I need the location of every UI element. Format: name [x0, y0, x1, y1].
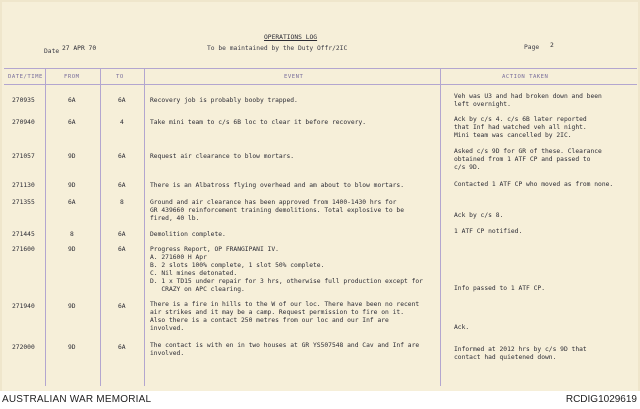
row-event-line: involved. — [150, 325, 185, 332]
header-bottom-rule — [4, 84, 637, 85]
row-from: 6A — [68, 119, 76, 126]
row-action-line: left overnight. — [454, 101, 511, 108]
row-event-line: C. Nil mines detonated. — [150, 270, 238, 277]
row-event-line: Progress Report, OP FRANGIPANI IV. — [150, 246, 279, 253]
row-action-line: Veh was U3 and had broken down and been — [454, 93, 602, 100]
row-from: 9D — [68, 246, 76, 253]
row-action-line: Ack. — [454, 324, 470, 331]
row-event-line: Also there is a contact 250 metres from our loc and our Inf are — [150, 317, 389, 324]
footer-source: AUSTRALIAN WAR MEMORIAL — [2, 394, 152, 405]
header-top-rule — [4, 68, 637, 69]
row-action-line: Contacted 1 ATF CP who moved as from none. — [454, 181, 614, 188]
row-event-line: B. 2 slots 100% complete, 1 slot 50% complete. — [150, 262, 325, 269]
row-event-line: Take mini team to c/s 6B loc to clear it before recovery. — [150, 119, 367, 126]
row-to: 6A — [118, 153, 126, 160]
row-action-line: Informed at 2012 hrs by c/s 9D that — [454, 346, 587, 353]
col-head-event: EVENT — [284, 74, 304, 80]
row-event-line: There is a fire in hills to the W of our loc. There have been no recent — [150, 301, 420, 308]
row-from: 9D — [68, 303, 76, 310]
row-action-line: that Inf had watched veh all night. — [454, 124, 587, 131]
page-label: Page — [524, 44, 540, 51]
row-to: 6A — [118, 231, 126, 238]
col-divider-1 — [45, 68, 46, 386]
row-event-line: fired, 40 lb. — [150, 215, 200, 222]
row-to: 8 — [120, 199, 124, 206]
page-value: 2 — [550, 42, 554, 49]
row-from: 8 — [70, 231, 74, 238]
row-to: 6A — [118, 303, 126, 310]
row-time: 271057 — [12, 153, 35, 160]
row-from: 9D — [68, 182, 76, 189]
row-to: 6A — [118, 182, 126, 189]
row-time: 271355 — [12, 199, 35, 206]
log-subtitle: To be maintained by the Duty Offr/2IC — [207, 45, 348, 52]
date-value: 27 APR 70 — [62, 45, 97, 52]
row-action-line: contact had quietened down. — [454, 354, 557, 361]
row-event-line: Request air clearance to blow mortars. — [150, 153, 295, 160]
row-event-line: Recovery job is probably booby trapped. — [150, 97, 298, 104]
row-event-line: There is an Albatross flying overhead and am about to blow mortars. — [150, 182, 405, 189]
row-from: 6A — [68, 199, 76, 206]
row-time: 271940 — [12, 303, 35, 310]
row-event-line: The contact is with en in two houses at GR YS507548 and Cav and Inf are — [150, 342, 420, 349]
row-action-line: 1 ATF CP notified. — [454, 228, 523, 235]
row-to: 4 — [120, 119, 124, 126]
row-time: 270935 — [12, 97, 35, 104]
col-head-from: FROM — [64, 74, 80, 80]
footer-id: RCDIG1029619 — [565, 394, 637, 405]
row-action-line: obtained from 1 ATF CP and passed to — [454, 156, 591, 163]
row-time: 271600 — [12, 246, 35, 253]
col-divider-3 — [144, 68, 145, 386]
row-from: 9D — [68, 344, 76, 351]
row-action-line: Ack by c/s 4. c/s 6B later reported — [454, 116, 587, 123]
row-event-line: air strikes and it may be a camp. Request permission to fire on it. — [150, 309, 405, 316]
row-event-line: D. 1 x TD15 under repair for 3 hrs, otherwise full production except for — [150, 278, 423, 285]
row-time: 272000 — [12, 344, 35, 351]
row-action-line: Asked c/s 9D for GR of these. Clearance — [454, 148, 602, 155]
row-to: 6A — [118, 97, 126, 104]
col-head-datetime: DATE/TIME — [8, 74, 43, 80]
row-time: 271445 — [12, 231, 35, 238]
row-from: 9D — [68, 153, 76, 160]
row-event-line: CRAZY on APC clearing. — [150, 286, 245, 293]
row-action-line: Ack by c/s 8. — [454, 212, 504, 219]
col-head-to: TO — [116, 74, 124, 80]
archive-footer — [0, 391, 640, 409]
col-divider-4 — [440, 68, 441, 386]
row-action-line: Info passed to 1 ATF CP. — [454, 285, 545, 292]
log-sheet — [2, 2, 638, 391]
row-event-line: Ground and air clearance has been approved from 1400-1430 hrs for — [150, 199, 397, 206]
log-title: OPERATIONS LOG — [264, 34, 318, 41]
row-event-line: involved. — [150, 350, 185, 357]
row-time: 270940 — [12, 119, 35, 126]
row-action-line: c/s 9D. — [454, 164, 481, 171]
row-event-line: GR 439660 reinforcement training demolitions. Total explosive to be — [150, 207, 405, 214]
row-event-line: Demolition complete. — [150, 231, 226, 238]
date-label: Date — [44, 48, 60, 55]
col-divider-2 — [100, 68, 101, 386]
row-to: 6A — [118, 344, 126, 351]
row-event-line: A. 271600 H Apr — [150, 254, 207, 261]
col-head-action: ACTION TAKEN — [502, 74, 549, 80]
row-time: 271130 — [12, 182, 35, 189]
row-from: 6A — [68, 97, 76, 104]
row-to: 6A — [118, 246, 126, 253]
row-action-line: Mini team was cancelled by 2IC. — [454, 132, 572, 139]
